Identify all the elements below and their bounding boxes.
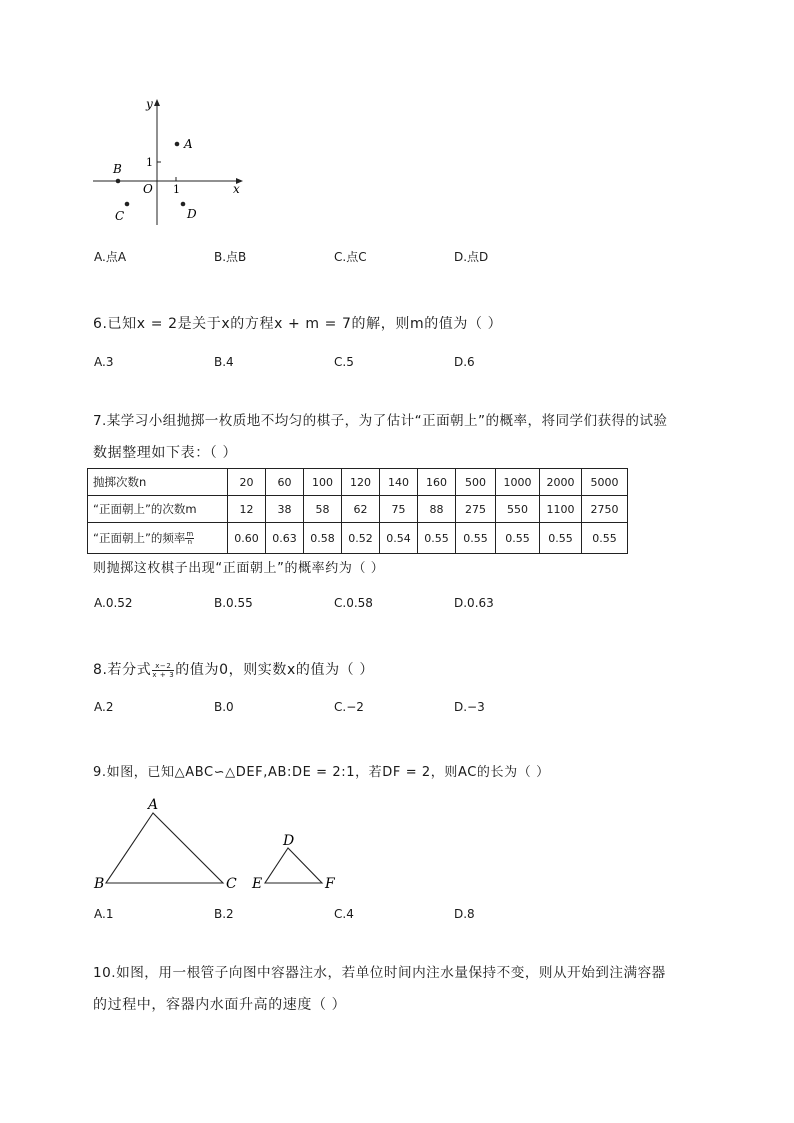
q5-option-b[interactable]: B.点B <box>214 250 247 264</box>
origin-label: O <box>143 182 153 196</box>
q8-fraction-denominator: x + 3 <box>152 670 175 679</box>
table-cell: 1000 <box>496 469 540 496</box>
point-d-label: D <box>187 207 197 221</box>
y-axis-arrow <box>154 99 160 106</box>
q7-frequency-table <box>87 468 628 554</box>
table-cell: 120 <box>342 469 380 496</box>
q8-fraction-numerator: x−2 <box>152 662 174 671</box>
table-row-throws <box>88 469 628 496</box>
row-header-frequency-text: “正面朝上”的频率 <box>93 531 186 545</box>
q9-option-b[interactable]: B.2 <box>214 907 234 921</box>
point-b-label: B <box>113 162 122 176</box>
q9-similar-triangles-figure <box>86 790 356 900</box>
q9-option-c[interactable]: C.4 <box>334 907 354 921</box>
label-c: C <box>226 876 237 892</box>
table-cell: 5000 <box>582 469 628 496</box>
row-header-heads-count: “正面朝上”的次数m <box>88 496 228 523</box>
table-cell: 0.52 <box>342 523 380 554</box>
q7-option-a[interactable]: A.0.52 <box>94 596 133 610</box>
table-cell: 275 <box>456 496 496 523</box>
q5-option-d[interactable]: D.点D <box>454 250 489 264</box>
q5-coordinate-figure <box>80 92 260 232</box>
table-cell: 1100 <box>540 496 582 523</box>
table-cell: 0.63 <box>266 523 304 554</box>
table-cell: 160 <box>418 469 456 496</box>
table-cell: 0.55 <box>496 523 540 554</box>
q6-option-b[interactable]: B.4 <box>214 355 234 369</box>
q7-option-d[interactable]: D.0.63 <box>454 596 494 610</box>
point-c-label: C <box>115 209 125 223</box>
label-f: F <box>325 876 335 892</box>
table-cell: 0.58 <box>304 523 342 554</box>
table-cell: 0.55 <box>582 523 628 554</box>
label-e: E <box>252 876 263 892</box>
q9-option-d[interactable]: D.8 <box>454 907 475 921</box>
table-cell: 12 <box>228 496 266 523</box>
y-tick-label: 1 <box>146 156 153 169</box>
point-b <box>116 179 121 184</box>
table-cell: 500 <box>456 469 496 496</box>
label-b: B <box>94 876 105 892</box>
q8-stem-after: 的值为0，则实数x的值为（ ） <box>175 662 374 678</box>
q8-fraction <box>152 662 174 679</box>
fraction-m-over-n <box>185 531 194 546</box>
table-cell: 58 <box>304 496 342 523</box>
x-axis-label: x <box>233 182 240 196</box>
row-header-heads-frequency <box>88 523 228 554</box>
table-cell: 88 <box>418 496 456 523</box>
point-a-label: A <box>184 137 193 151</box>
table-cell: 0.55 <box>456 523 496 554</box>
table-cell: 62 <box>342 496 380 523</box>
q6-stem: 6.已知x = 2是关于x的方程x + m = 7的解，则m的值为（ ） <box>93 316 503 332</box>
table-cell: 0.55 <box>418 523 456 554</box>
label-a: A <box>148 797 159 813</box>
q8-option-d[interactable]: D.−3 <box>454 700 485 714</box>
q8-option-a[interactable]: A.2 <box>94 700 114 714</box>
table-cell: 38 <box>266 496 304 523</box>
row-header-throws: 抛掷次数n <box>88 469 228 496</box>
point-c <box>125 202 130 207</box>
table-cell: 20 <box>228 469 266 496</box>
q7-conclusion: 则抛掷这枚棋子出现“正面朝上”的概率约为（ ） <box>93 561 385 576</box>
fraction-denominator: n <box>187 538 193 546</box>
q10-stem-line1: 10.如图，用一根管子向图中容器注水，若单位时间内注水量保持不变，则从开始到注满容器 <box>93 965 666 981</box>
point-a <box>175 142 180 147</box>
point-d <box>181 202 186 207</box>
q8-option-b[interactable]: B.0 <box>214 700 234 714</box>
triangle-def <box>265 848 322 883</box>
table-cell: 60 <box>266 469 304 496</box>
table-cell: 75 <box>380 496 418 523</box>
fraction-numerator: m <box>186 530 194 538</box>
q10-stem-line2: 的过程中，容器内水面升高的速度（ ） <box>93 997 347 1013</box>
table-cell: 2750 <box>582 496 628 523</box>
q6-option-c[interactable]: C.5 <box>334 355 354 369</box>
q7-stem-line1: 7.某学习小组抛掷一枚质地不均匀的棋子，为了估计“正面朝上”的概率，将同学们获得的试验 <box>93 413 668 429</box>
q8-stem-before: 8.若分式 <box>93 662 152 678</box>
q5-option-c[interactable]: C.点C <box>334 250 367 264</box>
q7-option-c[interactable]: C.0.58 <box>334 596 373 610</box>
q6-option-a[interactable]: A.3 <box>94 355 114 369</box>
q5-option-a[interactable]: A.点A <box>94 250 127 264</box>
table-cell: 0.54 <box>380 523 418 554</box>
q6-option-d[interactable]: D.6 <box>454 355 475 369</box>
triangle-abc <box>106 813 223 883</box>
table-cell: 140 <box>380 469 418 496</box>
q9-stem: 9.如图，已知△ABC∽△DEF,AB:DE = 2:1，若DF = 2，则AC的长为（ ） <box>93 765 550 780</box>
q8-stem <box>93 659 374 681</box>
table-row-heads-frequency <box>88 523 628 554</box>
q9-option-a[interactable]: A.1 <box>94 907 114 921</box>
table-cell: 0.55 <box>540 523 582 554</box>
table-cell: 550 <box>496 496 540 523</box>
table-cell: 0.60 <box>228 523 266 554</box>
y-axis-label: y <box>146 97 153 111</box>
q8-option-c[interactable]: C.−2 <box>334 700 364 714</box>
x-tick-label: 1 <box>173 183 180 196</box>
q7-stem-line2: 数据整理如下表：（ ） <box>93 445 238 461</box>
label-d: D <box>283 833 295 849</box>
table-row-heads-count <box>88 496 628 523</box>
q7-option-b[interactable]: B.0.55 <box>214 596 253 610</box>
table-cell: 2000 <box>540 469 582 496</box>
table-cell: 100 <box>304 469 342 496</box>
